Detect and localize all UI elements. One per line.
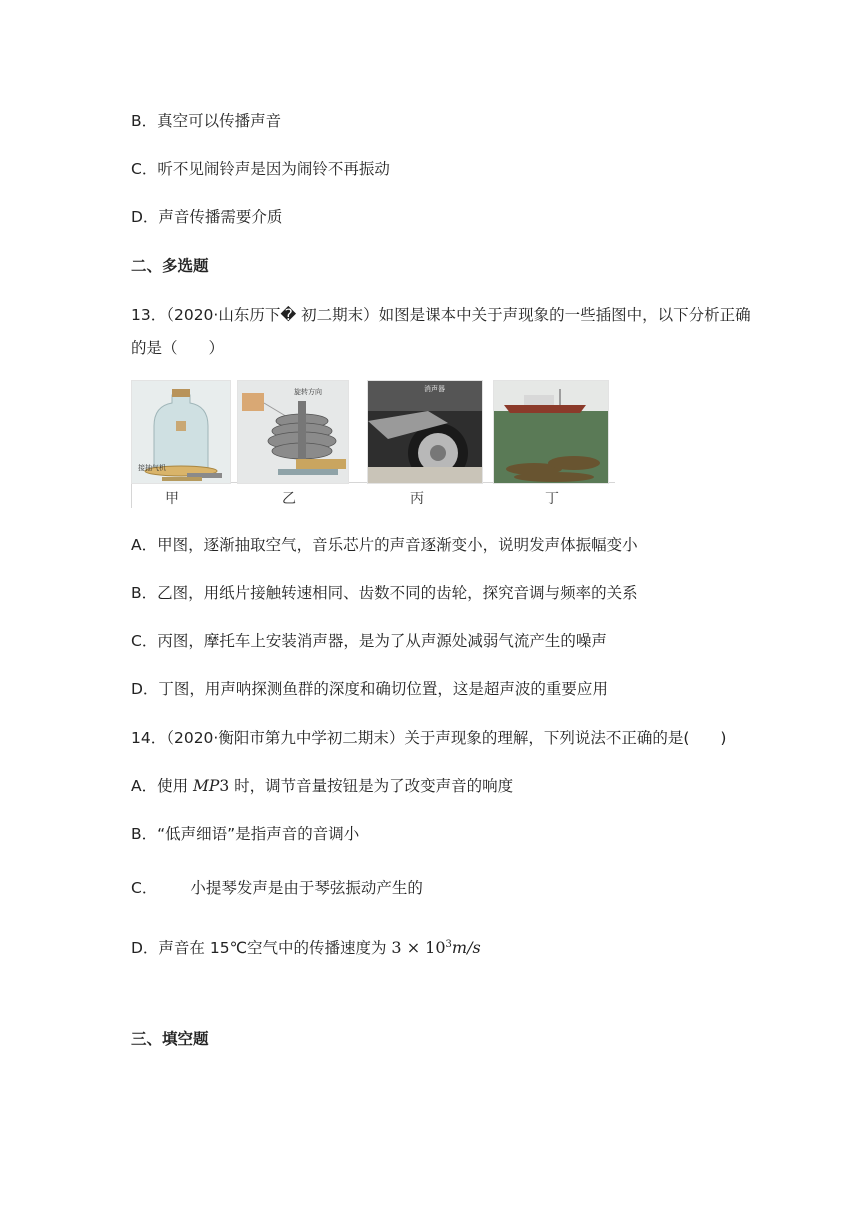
question-13-option-c: C．丙图，摩托车上安装消声器，是为了从声源处减弱气流产生的噪声 bbox=[131, 632, 607, 650]
option-d-prefix: D．声音在 15℃空气中的传播速度为 bbox=[131, 939, 392, 958]
question-14-option-b: B．“低声细语”是指声音的音调小 bbox=[131, 825, 360, 843]
option-a-variable: MP bbox=[193, 777, 220, 795]
question-14-option-c bbox=[131, 877, 423, 899]
section-heading-fill-in-blank: 三、填空题 bbox=[131, 1030, 209, 1048]
option-c-text: 小提琴发声是由于琴弦振动产生的 bbox=[190, 879, 423, 897]
figure-bing-motorcycle bbox=[367, 380, 483, 484]
caption-ding: 丁 bbox=[545, 491, 559, 507]
option-a-prefix: A．使用 bbox=[131, 777, 194, 795]
caption-jia: 甲 bbox=[165, 491, 179, 507]
question-14-stem: 14．（2020·衡阳市第九中学初二期末）关于声现象的理解，下列说法不正确的是( ) bbox=[131, 729, 727, 747]
question-13-option-b: B．乙图，用纸片接触转速相同、齿数不同的齿轮，探究音调与频率的关系 bbox=[131, 584, 638, 602]
figure-yi-gear bbox=[237, 380, 349, 484]
figure-ding-sonar bbox=[493, 380, 609, 484]
figure-jia-bell-jar bbox=[131, 380, 231, 484]
option-d-prev: D．声音传播需要介质 bbox=[131, 208, 283, 226]
figure-bing-label: 消声器 bbox=[424, 385, 445, 393]
caption-bing: 丙 bbox=[410, 491, 424, 507]
question-14-option-a bbox=[131, 775, 513, 797]
question-13-option-d: D．丁图，用声呐探测鱼群的深度和确切位置，这是超声波的重要应用 bbox=[131, 680, 608, 698]
option-c-label: C． bbox=[131, 879, 158, 897]
option-b-prev: B．真空可以传播声音 bbox=[131, 112, 282, 130]
option-c-prev: C．听不见闹铃声是因为闹铃不再振动 bbox=[131, 160, 390, 178]
option-a-suffix: 时，调节音量按钮是为了改变声音的响度 bbox=[229, 777, 514, 795]
section-heading-multiple-choice: 二、多选题 bbox=[131, 257, 209, 275]
question-14-option-d bbox=[131, 934, 481, 959]
question-13-stem-line2: 的是（ ） bbox=[131, 339, 225, 357]
option-a-number: 3 bbox=[219, 777, 230, 795]
figure-yi-label: 旋转方向 bbox=[294, 388, 322, 396]
option-d-exponent: 3 bbox=[445, 939, 452, 950]
option-d-coefficient: 3 × 10 bbox=[391, 938, 446, 958]
caption-yi: 乙 bbox=[282, 491, 296, 507]
figure-jia-label: 接抽气机 bbox=[138, 464, 166, 472]
option-d-unit: m/s bbox=[451, 938, 481, 958]
question-13-option-a: A．甲图，逐渐抽取空气，音乐芯片的声音逐渐变小，说明发声体振幅变小 bbox=[131, 536, 638, 554]
question-13-stem-line1: 13．（2020·山东历下� 初二期末）如图是课本中关于声现象的一些插图中，以下分析正确 bbox=[131, 306, 751, 324]
